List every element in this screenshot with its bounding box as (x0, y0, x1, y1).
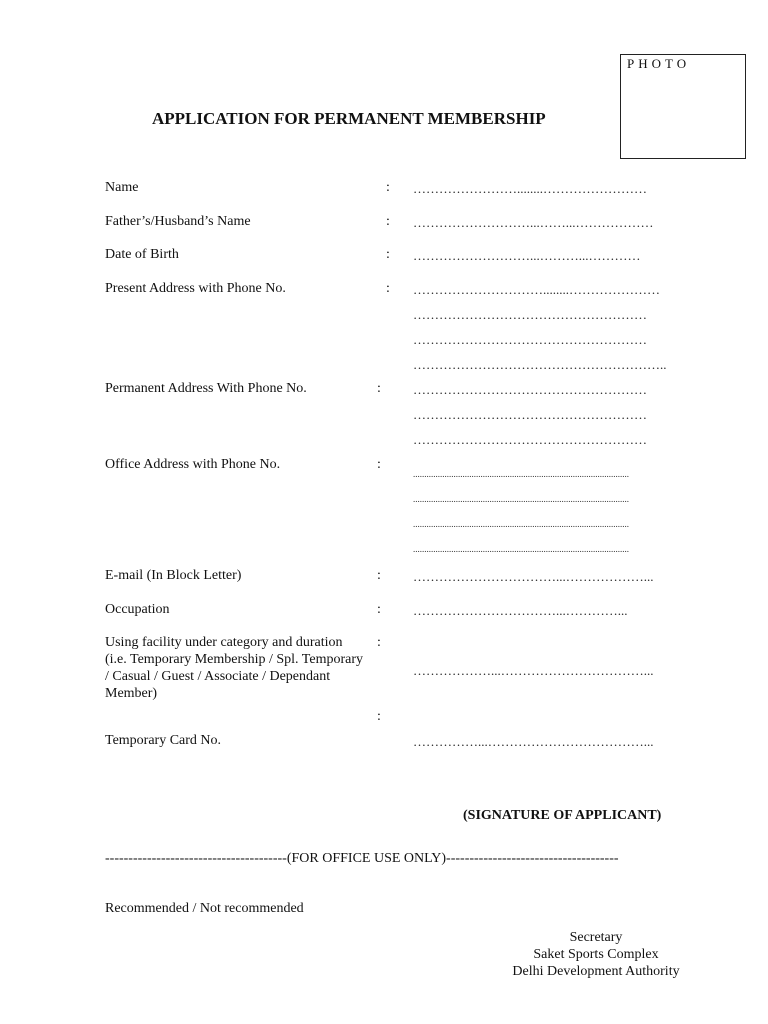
office-use-divider: ---------------------------------------(FOR OFFICE USE ONLY)------------------------------------- (105, 851, 619, 866)
authority-block (486, 929, 706, 980)
recommendation-text: Recommended / Not recommended (105, 901, 304, 916)
occupation-colon: : (377, 602, 381, 617)
authority-complex: Saket Sports Complex (533, 947, 659, 962)
facility-category-colon: : (377, 635, 381, 650)
authority-secretary: Secretary (569, 930, 623, 945)
present-address-line-3[interactable]: ……………………………………………… (413, 332, 647, 347)
photo-label: PHOTO (627, 56, 691, 71)
occupation-label: Occupation (105, 602, 170, 617)
office-address-line-3[interactable]: ................................................................................................ (413, 519, 629, 529)
dob-colon: : (386, 247, 390, 262)
email-label: E-mail (In Block Letter) (105, 568, 242, 583)
present-address-line-2[interactable]: ……………………………………………… (413, 307, 647, 322)
office-address-colon: : (377, 457, 381, 472)
present-address-colon: : (386, 281, 390, 296)
authority-organisation: Delhi Development Authority (512, 964, 680, 979)
office-address-line-1[interactable]: ................................................................................................ (413, 469, 629, 479)
permanent-address-line-3[interactable]: ……………………………………………… (413, 432, 647, 447)
name-colon: : (386, 180, 390, 195)
name-field[interactable]: ……………………........…………………… (413, 181, 647, 196)
father-husband-colon: : (386, 214, 390, 229)
name-label: Name (105, 180, 139, 195)
temporary-card-field[interactable]: ……………...………………………………... (413, 734, 654, 749)
permanent-address-colon: : (377, 381, 381, 396)
permanent-address-line-1[interactable]: ……………………………………………… (413, 382, 647, 397)
office-address-line-2[interactable]: ................................................................................................ (413, 494, 629, 504)
facility-category-label: Using facility under category and duration (i.e. Temporary Membership / Spl. Temporary / Casual / Guest / Associate / Dependant Member) (105, 635, 364, 701)
present-address-line-4[interactable]: ………………………………………………….. (413, 357, 667, 372)
office-address-label: Office Address with Phone No. (105, 457, 281, 472)
email-field[interactable]: ……………………………...………………... (413, 569, 654, 584)
facility-extra-colon: : (377, 709, 381, 724)
dob-field[interactable]: ………………………...………...………… (413, 248, 641, 263)
temporary-card-label: Temporary Card No. (105, 733, 222, 748)
dob-label: Date of Birth (105, 247, 179, 262)
father-husband-label: Father’s/Husband’s Name (105, 214, 251, 229)
signature-of-applicant: (SIGNATURE OF APPLICANT) (463, 808, 662, 823)
occupation-field[interactable]: ……………………………...…………... (413, 603, 628, 618)
email-colon: : (377, 568, 381, 583)
facility-category-field[interactable]: ………………...……………………………... (413, 663, 654, 678)
photo-box (620, 54, 746, 159)
father-husband-field[interactable]: ………………………...……...……………… (413, 215, 654, 230)
office-address-line-4[interactable]: ................................................................................................ (413, 544, 629, 554)
permanent-address-label: Permanent Address With Phone No. (105, 381, 307, 396)
form-title: APPLICATION FOR PERMANENT MEMBERSHIP (152, 109, 546, 128)
present-address-label: Present Address with Phone No. (105, 281, 286, 296)
present-address-line-1[interactable]: …………………………........………………… (413, 282, 660, 297)
permanent-address-line-2[interactable]: ……………………………………………… (413, 407, 647, 422)
